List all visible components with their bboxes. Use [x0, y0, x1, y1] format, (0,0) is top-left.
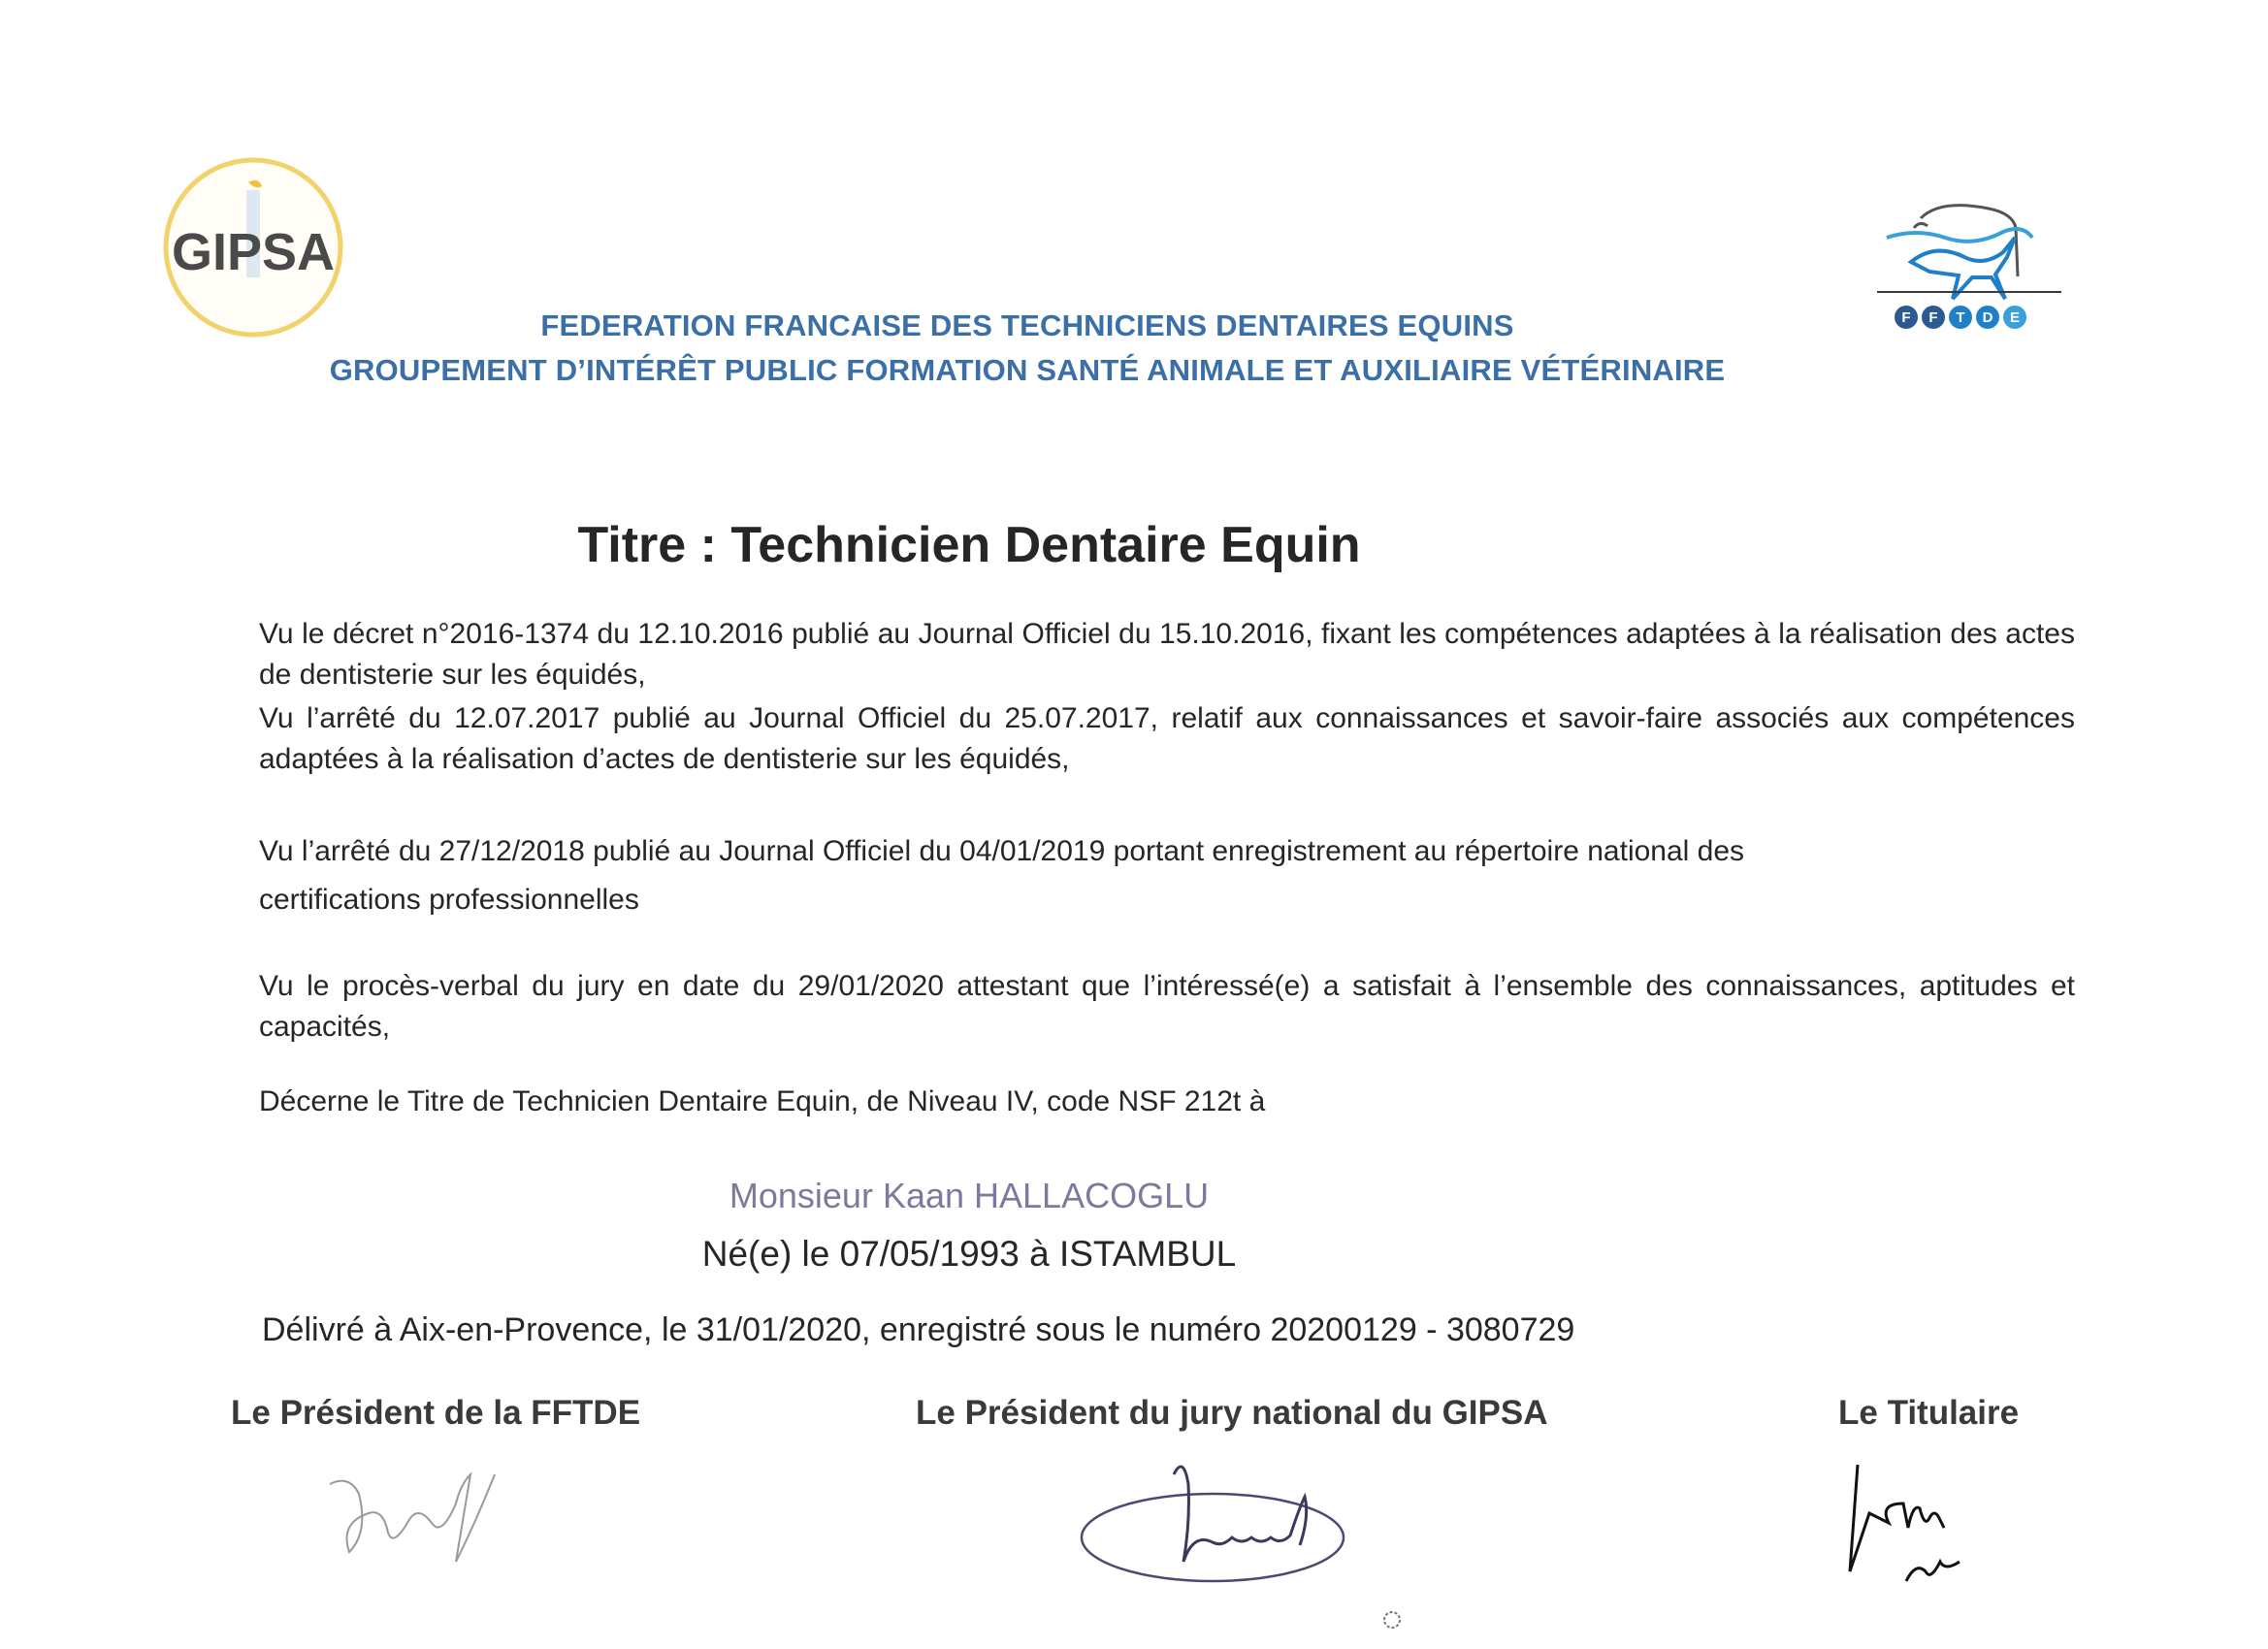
signature-president-jury [1077, 1455, 1368, 1600]
paragraph-arrete-2017: Vu l’arrêté du 12.07.2017 publié au Journal Officiel du 25.07.2017, relatif aux connaissances et savoir-faire associés aux compétences adaptées à la réalisation d’actes de dentisterie sur les équidés, [259, 702, 2075, 775]
svg-text:D: D [1982, 309, 1993, 326]
document-title: Titre : Technicien Dentaire Equin [577, 517, 1361, 573]
stamp-mark [1377, 1605, 1407, 1634]
paragraph-arrete-2018-line1: Vu l’arrêté du 27/12/2018 publié au Journal Officiel du 04/01/2019 portant enregistrement au répertoire national des [259, 835, 1745, 867]
paragraph-decret: Vu le décret n°2016-1374 du 12.10.2016 publié au Journal Officiel du 15.10.2016, fixant les compétences adaptées à la réalisation des actes de dentisterie sur les équidés, [259, 618, 2075, 691]
paragraph-arrete-2018-line2: certifications professionnelles [259, 884, 639, 916]
signature-title-titulaire: Le Titulaire [1838, 1394, 2020, 1432]
svg-text:GIPSA: GIPSA [171, 223, 336, 281]
header-federation: FEDERATION FRANCAISE DES TECHNICIENS DENTAIRES EQUINS [540, 308, 1514, 342]
svg-text:T: T [1956, 309, 1965, 326]
paragraph-decerne: Décerne le Titre de Technicien Dentaire Equin, de Niveau IV, code NSF 212t à [259, 1085, 1266, 1117]
signature-president-ffftde [320, 1445, 543, 1591]
signature-title-president-jury: Le Président du jury national du GIPSA [916, 1394, 1548, 1432]
header-groupement: GROUPEMENT D’INTÉRÊT PUBLIC FORMATION SANTÉ ANIMALE ET AUXILIAIRE VÉTÉRINAIRE [329, 353, 1726, 387]
svg-text:F: F [1928, 309, 1938, 326]
paragraph-arrete-2018 [259, 827, 2075, 924]
delivery-line: Délivré à Aix-en-Provence, le 31/01/2020, enregistré sous le numéro 20200129 - 3080729 [262, 1311, 1575, 1348]
paragraph-proces-verbal: Vu le procès-verbal du jury en date du 29/01/2020 attestant que l’intéressé(e) a satisfait à l’ensemble des connaissances, aptitudes et capacités, [259, 970, 2075, 1043]
svg-text:E: E [2009, 309, 2021, 326]
signature-titulaire [1838, 1445, 1993, 1600]
signature-title-president-ffftde: Le Président de la FFTDE [231, 1394, 641, 1432]
recipient-birth: Né(e) le 07/05/1993 à ISTAMBUL [701, 1234, 1237, 1274]
svg-text:F: F [1901, 309, 1911, 326]
recipient-name: Monsieur Kaan HALLACOGLU [729, 1176, 1210, 1215]
